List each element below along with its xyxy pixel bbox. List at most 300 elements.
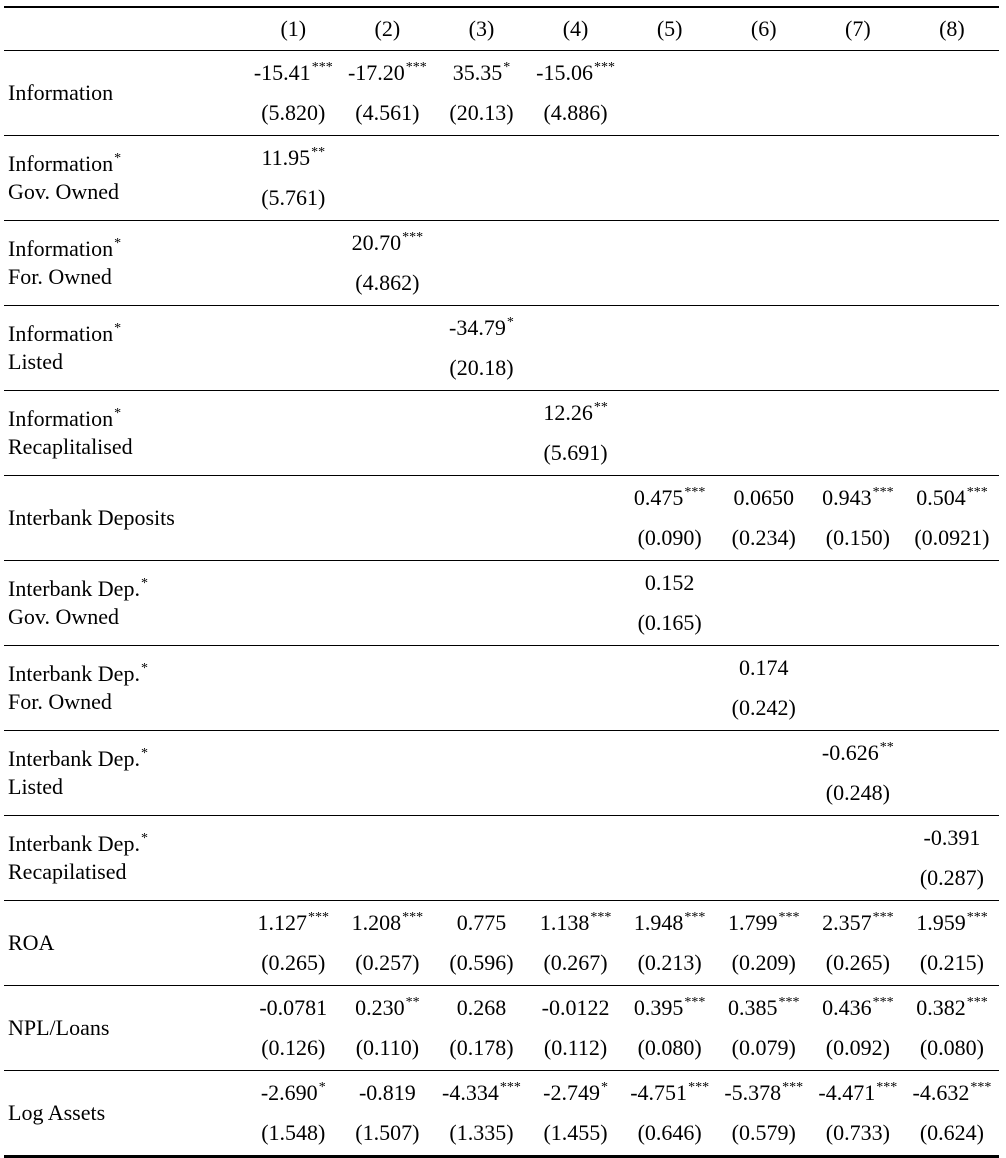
standard-error: (0.110) [355, 1034, 420, 1060]
coefficient [811, 1071, 905, 1113]
column-header: (4) [529, 7, 623, 50]
value-cell [434, 560, 528, 645]
standard-error: (5.691) [543, 439, 608, 465]
value-cell [717, 730, 811, 815]
significance-stars: *** [688, 1079, 710, 1095]
variable-name [8, 745, 246, 771]
coefficient [905, 1071, 999, 1113]
coefficient-value: 0.230 [355, 994, 405, 1020]
row-label [4, 475, 246, 560]
significance-stars: *** [684, 994, 706, 1010]
significance-stars: * [318, 1079, 326, 1095]
coefficient-value: 0.395 [633, 994, 684, 1020]
value-cell [434, 305, 528, 390]
coefficient-value: 2.357 [822, 909, 872, 935]
value-cell [623, 900, 717, 985]
table-row [4, 815, 999, 900]
standard-error: (20.13) [449, 99, 514, 125]
significance-stars: *** [499, 1079, 521, 1095]
value-cell [717, 815, 811, 900]
coefficient [529, 1071, 623, 1113]
standard-error: (0.265) [261, 949, 326, 975]
value-cell [246, 645, 340, 730]
interaction-asterisk: * [114, 320, 122, 336]
standard-error: (0.126) [261, 1034, 326, 1060]
value-cell [246, 730, 340, 815]
table-row [4, 730, 999, 815]
value-cell [529, 305, 623, 390]
value-cell [717, 1070, 811, 1156]
value-cell [434, 730, 528, 815]
table-row [4, 475, 999, 560]
coefficient-value: -0.819 [358, 1079, 416, 1105]
value-cell [246, 135, 340, 220]
value-cell [811, 135, 905, 220]
standard-error: (0.165) [637, 609, 702, 635]
significance-stars: * [600, 1079, 608, 1095]
standard-error: (0.265) [825, 949, 890, 975]
value-cell [529, 900, 623, 985]
value-cell [434, 900, 528, 985]
value-cell [340, 645, 434, 730]
interaction-asterisk: * [140, 745, 148, 761]
coefficient [340, 1071, 434, 1113]
table-row [4, 1070, 999, 1156]
significance-stars: *** [782, 1079, 804, 1095]
value-cell [434, 815, 528, 900]
variable-name [8, 235, 246, 261]
coefficient [811, 476, 905, 518]
variable-name [8, 830, 246, 856]
standard-error: (0.209) [731, 949, 796, 975]
coefficient [717, 1071, 811, 1113]
variable-name [8, 150, 246, 176]
label-text: Listed [8, 773, 63, 799]
value-cell [529, 220, 623, 305]
coefficient-value: 0.382 [916, 994, 966, 1020]
coefficient [811, 731, 905, 773]
value-cell [623, 560, 717, 645]
value-cell [811, 1070, 905, 1156]
coefficient-value: 1.138 [539, 909, 590, 935]
value-cell [340, 985, 434, 1070]
label-text: Log Assets [8, 1099, 106, 1125]
standard-error: (0.646) [637, 1119, 702, 1145]
table-row [4, 645, 999, 730]
value-cell [905, 900, 999, 985]
value-cell [905, 730, 999, 815]
value-cell [529, 1070, 623, 1156]
value-cell [811, 390, 905, 475]
value-cell [623, 135, 717, 220]
column-header: (1) [246, 7, 340, 50]
standard-error: (0.178) [449, 1034, 514, 1060]
standard-error: (0.090) [637, 524, 702, 550]
table-row [4, 135, 999, 220]
coefficient [623, 1071, 717, 1113]
interaction-subgroup [8, 433, 246, 459]
column-header: (7) [811, 7, 905, 50]
standard-error: (0.092) [825, 1034, 890, 1060]
coefficient-value: -34.79 [449, 314, 506, 340]
coefficient [717, 646, 811, 688]
standard-error: (0.079) [731, 1034, 796, 1060]
standard-error: (5.761) [261, 184, 326, 210]
value-cell [340, 815, 434, 900]
column-header: (5) [623, 7, 717, 50]
significance-stars: *** [966, 484, 988, 500]
label-text: Information [8, 235, 114, 261]
coefficient [811, 986, 905, 1028]
coefficient-value: -0.626 [821, 739, 879, 765]
standard-error: (4.561) [355, 99, 420, 125]
standard-error: (1.507) [355, 1119, 420, 1145]
significance-stars: *** [970, 1079, 992, 1095]
value-cell [434, 475, 528, 560]
interaction-subgroup [8, 263, 246, 289]
value-cell [340, 390, 434, 475]
row-label [4, 135, 246, 220]
standard-error: (0.150) [825, 524, 890, 550]
value-cell [246, 900, 340, 985]
significance-stars: *** [872, 994, 894, 1010]
variable-name [8, 79, 246, 105]
significance-stars: *** [966, 994, 988, 1010]
standard-error: (0.213) [637, 949, 702, 975]
table-row [4, 900, 999, 985]
significance-stars: *** [684, 484, 706, 500]
value-cell [717, 645, 811, 730]
value-cell [529, 985, 623, 1070]
coefficient-value: 0.504 [916, 484, 966, 510]
value-cell [246, 1070, 340, 1156]
value-cell [905, 1070, 999, 1156]
significance-stars: *** [872, 484, 894, 500]
table-body [4, 50, 999, 1156]
coefficient [340, 221, 434, 263]
interaction-subgroup [8, 688, 246, 714]
coefficient-value: 0.385 [728, 994, 778, 1020]
interaction-subgroup [8, 773, 246, 799]
significance-stars: * [506, 314, 514, 330]
coefficient-value: -4.334 [442, 1079, 499, 1105]
row-label [4, 305, 246, 390]
label-text: Information [8, 405, 114, 431]
coefficient [529, 391, 623, 433]
label-text: Interbank Deposits [8, 504, 175, 530]
standard-error: (0.215) [919, 949, 985, 975]
coefficient [434, 901, 528, 943]
label-text: Gov. Owned [8, 603, 119, 629]
standard-error: (0.287) [919, 864, 985, 890]
coefficient-value: -2.749 [543, 1079, 600, 1105]
value-cell [811, 220, 905, 305]
value-cell [623, 815, 717, 900]
value-cell [811, 900, 905, 985]
coefficient [623, 901, 717, 943]
coefficient-value: 20.70 [351, 229, 402, 255]
coefficient-value: 0.775 [456, 909, 507, 935]
value-cell [529, 475, 623, 560]
coefficient [246, 986, 340, 1028]
standard-error: (4.886) [543, 99, 608, 125]
value-cell [623, 220, 717, 305]
coefficient [246, 1071, 340, 1113]
table-row [4, 560, 999, 645]
label-text: NPL/Loans [8, 1014, 110, 1040]
value-cell [905, 305, 999, 390]
value-cell [811, 475, 905, 560]
coefficient [246, 136, 340, 178]
coefficient-value: 0.0650 [733, 484, 794, 510]
label-text: Information [8, 150, 114, 176]
value-cell [434, 390, 528, 475]
coefficient [434, 51, 528, 93]
coefficient-value: 0.475 [633, 484, 684, 510]
value-cell [434, 135, 528, 220]
coefficient [623, 986, 717, 1028]
significance-stars: *** [966, 909, 988, 925]
coefficient-value: -5.378 [724, 1079, 782, 1105]
coefficient [623, 476, 717, 518]
value-cell [905, 985, 999, 1070]
value-cell [529, 730, 623, 815]
coefficient-value: -15.06 [536, 59, 593, 85]
value-cell [246, 220, 340, 305]
value-cell [905, 390, 999, 475]
value-cell [717, 50, 811, 135]
value-cell [717, 475, 811, 560]
coefficient-value: 12.26 [543, 399, 593, 425]
significance-stars: *** [778, 909, 800, 925]
coefficient [717, 901, 811, 943]
value-cell [717, 135, 811, 220]
significance-stars: ** [405, 994, 420, 1010]
value-cell [434, 1070, 528, 1156]
column-header: (2) [340, 7, 434, 50]
table-row [4, 220, 999, 305]
value-cell [434, 985, 528, 1070]
coefficient-value: -4.751 [630, 1079, 688, 1105]
significance-stars: *** [778, 994, 800, 1010]
coefficient-value: 0.152 [644, 569, 695, 595]
row-label [4, 645, 246, 730]
label-text: ROA [8, 929, 55, 955]
variable-name [8, 504, 246, 530]
value-cell [246, 305, 340, 390]
column-header: (8) [905, 7, 999, 50]
table-row [4, 305, 999, 390]
significance-stars: *** [876, 1079, 898, 1095]
label-text: Recaplitalised [8, 433, 133, 459]
value-cell [717, 220, 811, 305]
significance-stars: *** [590, 909, 612, 925]
coefficient [905, 986, 999, 1028]
coefficient-value: 1.948 [633, 909, 684, 935]
standard-error: (5.820) [261, 99, 326, 125]
coefficient-value: 0.268 [456, 994, 507, 1020]
interaction-asterisk: * [114, 235, 122, 251]
value-cell [717, 900, 811, 985]
column-header: (3) [434, 7, 528, 50]
coefficient-value: 1.208 [351, 909, 402, 935]
coefficient-value: -2.690 [260, 1079, 318, 1105]
significance-stars: ** [879, 739, 894, 755]
value-cell [340, 475, 434, 560]
significance-stars: ** [593, 399, 608, 415]
value-cell [811, 645, 905, 730]
interaction-asterisk: * [140, 660, 148, 676]
standard-error: (1.455) [543, 1119, 608, 1145]
coefficient-value: 1.127 [257, 909, 308, 935]
label-text: Interbank Dep. [8, 745, 140, 771]
label-text: Interbank Dep. [8, 575, 140, 601]
value-cell [246, 390, 340, 475]
value-cell [717, 390, 811, 475]
value-cell [717, 985, 811, 1070]
value-cell [905, 560, 999, 645]
value-cell [246, 475, 340, 560]
value-cell [340, 135, 434, 220]
row-label [4, 730, 246, 815]
standard-error: (0.624) [919, 1119, 985, 1145]
row-label [4, 50, 246, 135]
coefficient-value: 1.799 [728, 909, 778, 935]
row-label [4, 815, 246, 900]
coefficient [529, 901, 623, 943]
table-row [4, 50, 999, 135]
value-cell [623, 390, 717, 475]
coefficient [434, 306, 528, 348]
significance-stars: * [503, 59, 511, 75]
coefficient [434, 986, 528, 1028]
coefficient-value: 1.959 [916, 909, 966, 935]
value-cell [434, 220, 528, 305]
interaction-asterisk: * [114, 150, 122, 166]
column-header: (6) [717, 7, 811, 50]
value-cell [811, 985, 905, 1070]
standard-error: (0.080) [919, 1034, 985, 1060]
value-cell [340, 1070, 434, 1156]
significance-stars: *** [308, 909, 330, 925]
coefficient [246, 901, 340, 943]
significance-stars: *** [684, 909, 706, 925]
value-cell [905, 475, 999, 560]
coefficient-value: -0.0122 [541, 994, 610, 1020]
coefficient [434, 1071, 528, 1113]
standard-error: (0.257) [355, 949, 420, 975]
standard-error: (0.080) [637, 1034, 702, 1060]
value-cell [623, 730, 717, 815]
value-cell [529, 390, 623, 475]
table-row [4, 985, 999, 1070]
value-cell [529, 560, 623, 645]
coefficient-value: -17.20 [347, 59, 405, 85]
variable-name [8, 660, 246, 686]
coefficient-value: -4.632 [912, 1079, 970, 1105]
value-cell [905, 220, 999, 305]
value-cell [246, 50, 340, 135]
standard-error: (0.579) [731, 1119, 796, 1145]
standard-error: (0.242) [731, 694, 796, 720]
value-cell [340, 220, 434, 305]
label-text: For. Owned [8, 263, 112, 289]
variable-name [8, 929, 246, 955]
label-text: Recapilatised [8, 858, 127, 884]
value-cell [905, 815, 999, 900]
value-cell [623, 305, 717, 390]
coefficient [529, 51, 623, 93]
coefficient-value: -15.41 [253, 59, 311, 85]
standard-error: (20.18) [449, 354, 514, 380]
variable-name [8, 1014, 246, 1040]
label-text: Interbank Dep. [8, 830, 140, 856]
interaction-subgroup [8, 603, 246, 629]
interaction-asterisk: * [114, 405, 122, 421]
standard-error: (0.112) [543, 1034, 608, 1060]
value-cell [246, 985, 340, 1070]
significance-stars: *** [402, 229, 424, 245]
coefficient [811, 901, 905, 943]
value-cell [529, 50, 623, 135]
coefficient [717, 476, 811, 518]
value-cell [246, 560, 340, 645]
value-cell [529, 815, 623, 900]
value-cell [623, 50, 717, 135]
significance-stars: ** [311, 144, 326, 160]
significance-stars: *** [593, 59, 615, 75]
label-text: Information [8, 320, 114, 346]
interaction-subgroup [8, 178, 246, 204]
value-cell [246, 815, 340, 900]
value-cell [434, 50, 528, 135]
value-cell [811, 50, 905, 135]
label-text: Information [8, 79, 114, 105]
value-cell [623, 1070, 717, 1156]
standard-error: (0.234) [731, 524, 796, 550]
coefficient-value: 0.436 [822, 994, 872, 1020]
value-cell [905, 135, 999, 220]
row-label [4, 560, 246, 645]
value-cell [623, 475, 717, 560]
coefficient [717, 986, 811, 1028]
row-label [4, 985, 246, 1070]
coefficient [905, 901, 999, 943]
coefficient-value: 0.174 [739, 654, 789, 680]
value-cell [811, 730, 905, 815]
value-cell [717, 305, 811, 390]
coefficient [623, 561, 717, 603]
variable-name [8, 575, 246, 601]
value-cell [340, 305, 434, 390]
value-cell [529, 645, 623, 730]
significance-stars: *** [311, 59, 333, 75]
regression-table [4, 6, 999, 1158]
value-cell [811, 815, 905, 900]
coefficient [340, 901, 434, 943]
coefficient [340, 51, 434, 93]
standard-error: (0.596) [449, 949, 514, 975]
standard-error: (0.733) [825, 1119, 890, 1145]
value-cell [811, 305, 905, 390]
standard-error: (0.0921) [914, 524, 990, 550]
significance-stars: *** [402, 909, 424, 925]
coefficient [340, 986, 434, 1028]
value-cell [340, 730, 434, 815]
row-label [4, 1070, 246, 1156]
row-label [4, 390, 246, 475]
significance-stars: *** [405, 59, 427, 75]
